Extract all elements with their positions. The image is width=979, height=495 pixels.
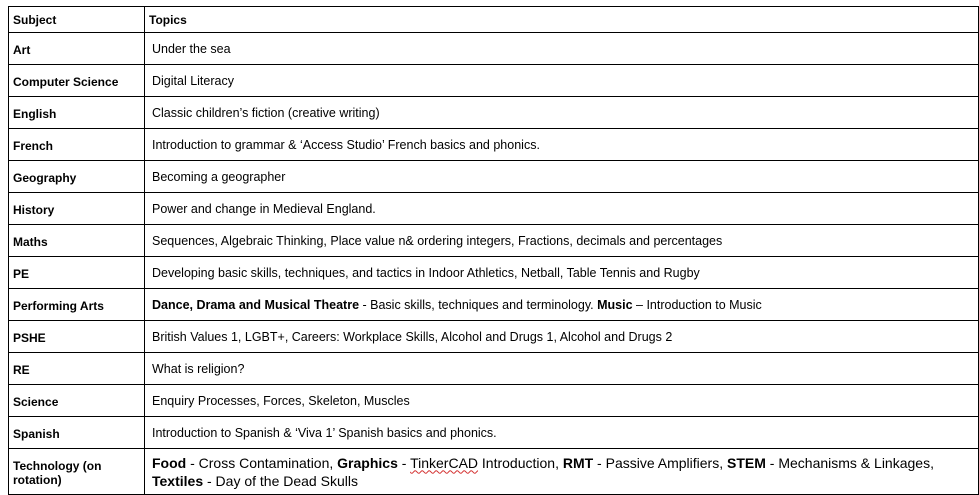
topic-highlight: Food xyxy=(152,454,187,471)
topic-highlight: Music xyxy=(597,297,633,312)
table-row xyxy=(9,417,979,449)
subject-cell: History xyxy=(9,193,145,225)
table-row xyxy=(9,65,979,97)
table-row xyxy=(9,193,979,225)
topics-cell: Introduction to grammar & ‘Access Studio’ French basics and phonics. xyxy=(145,129,979,161)
table-row xyxy=(9,129,979,161)
table-row xyxy=(9,321,979,353)
topic-text: - Day of the Dead Skulls xyxy=(203,472,358,489)
topics-cell: Digital Literacy xyxy=(145,65,979,97)
topics-cell xyxy=(145,449,979,495)
topic-text: - Mechanisms & Linkages, xyxy=(765,454,934,471)
topics-table xyxy=(8,6,979,495)
subject-cell: PE xyxy=(9,257,145,289)
topics-cell: Enquiry Processes, Forces, Skeleton, Muscles xyxy=(145,385,979,417)
subject-cell: PSHE xyxy=(9,321,145,353)
topics-cell xyxy=(145,289,979,321)
topic-text: Introduction, xyxy=(478,454,563,471)
table-row xyxy=(9,449,979,495)
topics-cell: Power and change in Medieval England. xyxy=(145,193,979,225)
topics-cell: Developing basic skills, techniques, and tactics in Indoor Athletics, Netball, Table Tennis and Rugby xyxy=(145,257,979,289)
subject-header: Subject xyxy=(9,7,145,33)
topics-cell: Classic children’s fiction (creative writing) xyxy=(145,97,979,129)
table-row xyxy=(9,161,979,193)
subject-cell: Spanish xyxy=(9,417,145,449)
topic-highlight: STEM xyxy=(727,454,766,471)
topics-cell: What is religion? xyxy=(145,353,979,385)
topic-highlight: RMT xyxy=(562,454,594,471)
table-row xyxy=(9,257,979,289)
subject-cell: Computer Science xyxy=(9,65,145,97)
topic-highlight: Dance, Drama and Musical Theatre xyxy=(152,297,360,312)
topic-highlight: Textiles xyxy=(152,472,204,489)
table-row xyxy=(9,33,979,65)
topic-text: – Introduction to Music xyxy=(632,297,762,312)
subject-cell: RE xyxy=(9,353,145,385)
table-row xyxy=(9,353,979,385)
topics-cell: Sequences, Algebraic Thinking, Place value n& ordering integers, Fractions, decimals and percentages xyxy=(145,225,979,257)
topic-text: - Basic skills, techniques and terminology. xyxy=(359,297,598,312)
table-row xyxy=(9,225,979,257)
subject-cell: Maths xyxy=(9,225,145,257)
subject-cell: Performing Arts xyxy=(9,289,145,321)
topic-text: - Cross Contamination, xyxy=(186,454,338,471)
topic-highlight: Graphics xyxy=(337,454,398,471)
subject-cell: Science xyxy=(9,385,145,417)
topic-text: - Passive Amplifiers, xyxy=(593,454,727,471)
topics-cell: Under the sea xyxy=(145,33,979,65)
subject-cell: French xyxy=(9,129,145,161)
topic-text: - xyxy=(397,454,411,471)
table-row xyxy=(9,97,979,129)
subject-cell: Geography xyxy=(9,161,145,193)
subject-cell: English xyxy=(9,97,145,129)
table-row xyxy=(9,385,979,417)
subject-cell: Art xyxy=(9,33,145,65)
spellcheck-word: TinkerCAD xyxy=(410,454,479,471)
table-row xyxy=(9,289,979,321)
topics-cell: Introduction to Spanish & ‘Viva 1’ Spanish basics and phonics. xyxy=(145,417,979,449)
topics-cell: Becoming a geographer xyxy=(145,161,979,193)
header-row xyxy=(9,7,979,33)
topics-cell: British Values 1, LGBT+, Careers: Workplace Skills, Alcohol and Drugs 1, Alcohol and Drugs 2 xyxy=(145,321,979,353)
subject-cell: Technology (on rotation) xyxy=(9,449,145,495)
topics-header: Topics xyxy=(145,7,979,33)
